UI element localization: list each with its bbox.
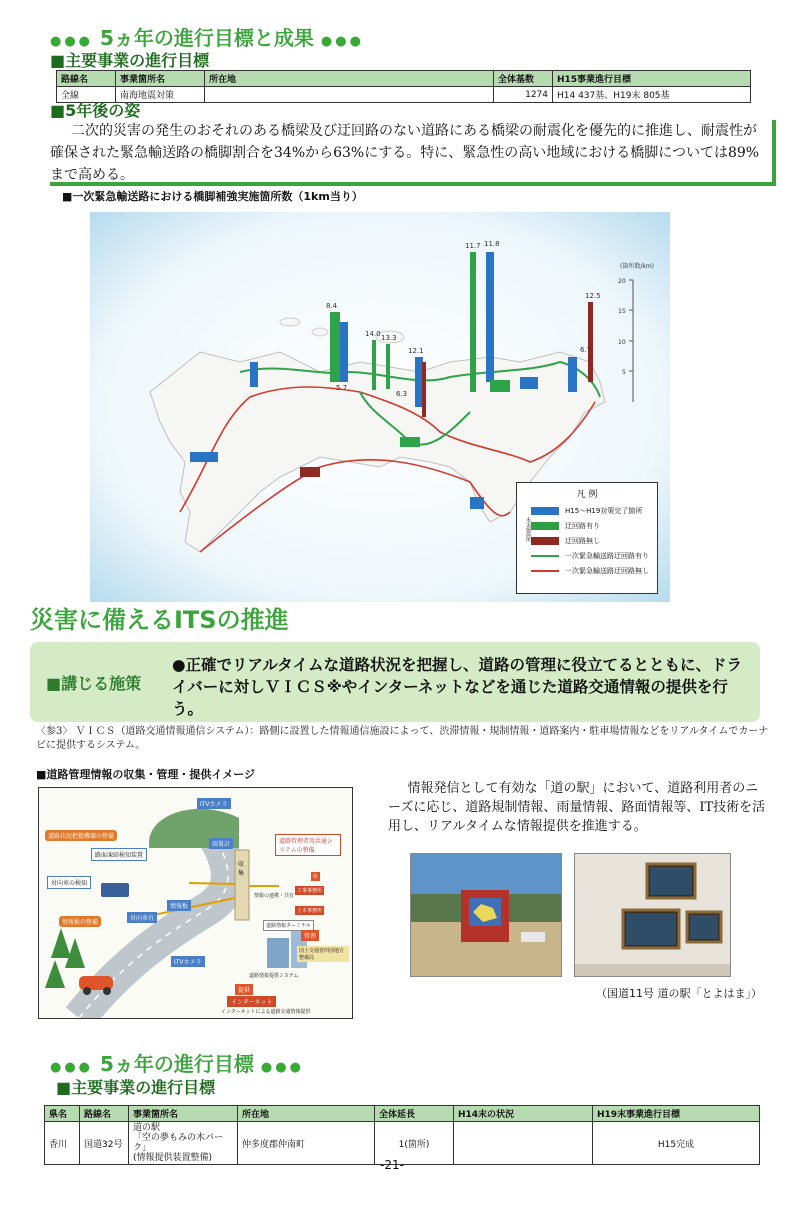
legend-item xyxy=(531,518,653,533)
col-header: H14末の状況 xyxy=(454,1106,593,1122)
truck xyxy=(101,883,129,897)
measure-text: ●正確でリアルタイムな道路状況を把握し、道路の管理に役立てるとともに、ドライバーに対しＶＩＣＳ※やインターネットなどを通じた道路交通情報の提供を行う。 xyxy=(172,656,742,718)
legend-title: 凡 例 xyxy=(576,490,598,500)
bar xyxy=(568,357,577,392)
cell xyxy=(205,87,494,103)
island-small xyxy=(280,318,300,326)
legend-label: 一次緊急輸送路迂回路有り xyxy=(565,551,649,560)
diagram-label: 路面凍結検知装置 xyxy=(91,848,147,861)
legend-label: H15～H19対策完了箇所 xyxy=(565,506,643,515)
scale-tick: 10 xyxy=(618,339,626,346)
legend-swatch xyxy=(531,522,559,530)
bar xyxy=(470,252,476,392)
diagram-label: 収集 xyxy=(238,861,245,877)
bar xyxy=(490,380,510,392)
col-header: H19末事業進行目標 xyxy=(593,1106,760,1122)
photo-caption: （国道11号 道の駅「とよはま」） xyxy=(596,987,762,1000)
section3-title-row xyxy=(50,1048,304,1077)
legend-label: 一次緊急輸送路迂回路無し xyxy=(565,566,649,575)
diagram-label: 情報板の整備 xyxy=(59,916,101,927)
section1-title-row xyxy=(50,22,364,51)
cell xyxy=(454,1122,593,1165)
legend-swatch xyxy=(531,555,559,557)
col-header: 路線名 xyxy=(80,1106,129,1122)
bar xyxy=(486,252,494,382)
bar-label: 12.5 xyxy=(585,292,601,300)
diagram-label: 情報の連携・共有 xyxy=(254,893,295,899)
diagram-label: 国土交通省四国地方整備局 xyxy=(297,946,349,962)
table-row xyxy=(57,87,751,103)
diagram-label: 対向車有 xyxy=(127,912,157,923)
section1-table xyxy=(56,70,751,103)
cell: 全線 xyxy=(57,87,116,103)
photo-panels-svg xyxy=(575,854,730,976)
map-title: ■一次緊急輸送路における橋脚補強実施箇所数（1km当り） xyxy=(62,190,363,203)
its-title: 災害に備えるITSの推進 xyxy=(30,606,289,634)
bar-label: 6.7 xyxy=(580,346,592,354)
legend-swatch xyxy=(531,570,559,572)
diagram-label: 道路状況把握機器の整備 xyxy=(45,830,117,841)
cell: 1(箇所) xyxy=(375,1122,454,1165)
bar xyxy=(520,377,538,389)
dots-right: ●●● xyxy=(320,34,364,49)
section3-table xyxy=(44,1105,760,1165)
cell: H15完成 xyxy=(593,1122,760,1165)
diagram-label: 工事事務所 xyxy=(297,888,323,894)
bar-label: 14.0 xyxy=(365,330,381,338)
bar xyxy=(422,362,426,417)
diagram-label: ITVカメラ xyxy=(171,956,205,967)
cell: 香川 xyxy=(45,1122,80,1165)
photo-michinoeki-sign xyxy=(410,853,562,977)
diagram-label: 情報板 xyxy=(167,900,191,911)
col-header: 所在地 xyxy=(205,71,494,87)
diagram-label: 道路管理者用共通システムの整備 xyxy=(275,834,341,856)
bar xyxy=(250,362,258,387)
measure-label: ■講じる施策 xyxy=(46,674,142,693)
bar-label: 6.3 xyxy=(396,390,408,398)
legend-item xyxy=(531,563,653,578)
section1-title: 5ヵ年の進行目標と成果 xyxy=(100,26,314,50)
dots-right: ●●● xyxy=(260,1060,304,1075)
diagram-label: インターネット xyxy=(227,996,276,1007)
bar xyxy=(470,497,484,509)
bar xyxy=(340,322,348,382)
photo-sign-svg xyxy=(411,854,561,976)
diagram-label: 道路情報ターミナル xyxy=(263,920,314,931)
col-header: 所在地 xyxy=(238,1106,375,1122)
legend-swatch xyxy=(531,537,559,545)
dots-left: ●●● xyxy=(50,1060,94,1075)
scale-tick: 15 xyxy=(618,308,626,315)
diagram-label: 県 xyxy=(313,874,319,880)
bar xyxy=(386,344,390,389)
bar xyxy=(588,302,593,382)
bar-label: 11.7 xyxy=(465,242,481,250)
cell: 1274 xyxy=(494,87,553,103)
vics-note: 〈参3〉 ＶＩＣＳ（道路交通情報通信システム）：路側に設置した情報通信施設によって、渋滞情報・規制情報・道路案内・駐車場情報などをリアルタイムでカーナビに提供するシステム。 xyxy=(36,726,769,751)
bar xyxy=(415,357,423,407)
after-text: 二次的災害の発生のおそれのある橋梁及び迂回路のない道路にある橋梁の耐震化を優先的に推進し、耐震性が確保された緊急輸送路の橋脚割合を34%から63%にする。特に、緊急性の高い地域における橋脚については89%まで高める。 xyxy=(50,123,760,183)
cell: 仲多度郡仲南町 xyxy=(238,1122,375,1165)
bar-label: 5.7 xyxy=(336,384,348,392)
col-header: 事業箇所名 xyxy=(129,1106,238,1122)
section3-title: 5ヵ年の進行目標 xyxy=(100,1052,254,1076)
legend-item xyxy=(531,533,653,548)
cell: H14 437基、H19末 805基 xyxy=(553,87,751,103)
info-text xyxy=(388,779,768,836)
col-header: 県名 xyxy=(45,1106,80,1122)
its-diagram xyxy=(38,787,353,1019)
section1-targets-heading: ■主要事業の進行目標 xyxy=(50,51,210,70)
map-legend xyxy=(516,482,658,594)
diagram-label: 雨量計 xyxy=(209,838,233,849)
cell: 国道32号 xyxy=(80,1122,129,1165)
page-number: -21- xyxy=(380,1158,404,1172)
dots-left: ●●● xyxy=(50,34,94,49)
bar xyxy=(400,437,420,447)
after-text-box xyxy=(50,120,776,186)
bar-label: 11.8 xyxy=(484,240,500,248)
scale-tick: 20 xyxy=(618,278,626,285)
diagram-label: 管理 xyxy=(301,930,319,941)
diagram-label: インターネットによる道路交通情報提供 xyxy=(221,1009,311,1015)
diagram-label: 土木事務所 xyxy=(297,908,323,914)
diagram-label: 道路情報提供システム xyxy=(249,973,299,979)
legend-label: 迂回路有り xyxy=(565,521,600,530)
diagram-title: ■道路管理情報の収集・管理・提供イメージ xyxy=(36,768,256,781)
photo-info-panels xyxy=(574,853,731,977)
table-header-row xyxy=(57,71,751,87)
scale-tick: 5 xyxy=(622,369,626,376)
col-header: 路線名 xyxy=(57,71,116,87)
bar xyxy=(372,340,376,390)
col-header: 全体基数 xyxy=(494,71,553,87)
legend-side-label: 未実施箇所 xyxy=(525,517,531,542)
bar-label: 8.4 xyxy=(326,302,338,310)
bar xyxy=(300,467,320,477)
legend-item xyxy=(531,503,653,518)
bar xyxy=(330,312,340,382)
island-small xyxy=(312,328,328,336)
bar-label: 12.1 xyxy=(408,347,424,355)
bridge-map xyxy=(90,212,670,602)
diagram-label: 提供 xyxy=(235,984,253,995)
section3-targets-heading: ■主要事業の進行目標 xyxy=(56,1078,216,1097)
cell: 南海地震対策 xyxy=(116,87,205,103)
info-text-body: 情報発信として有効な「道の駅」において、道路利用者のニーズに応じ、道路規制情報、雨量情報、路面情報等、IT技術を活用し、リアルタイムな情報提供を推進する。 xyxy=(388,781,766,834)
col-header: H15事業進行目標 xyxy=(553,71,751,87)
diagram-svg xyxy=(39,788,352,1018)
bar-label: 13.3 xyxy=(381,334,397,342)
diagram-label: ITVカメラ xyxy=(197,798,231,809)
legend-item xyxy=(531,548,653,563)
col-header: 事業箇所名 xyxy=(116,71,205,87)
scale-unit: (箇所数/km) xyxy=(620,263,655,270)
col-header: 全体延長 xyxy=(375,1106,454,1122)
cell: 道の駅 「空の夢もみの木パーク」 (情報提供装置整備) xyxy=(129,1122,238,1165)
after-heading: ■5年後の姿 xyxy=(50,101,141,120)
table-header-row xyxy=(45,1106,760,1122)
diagram-label: 対向車の検知 xyxy=(47,876,91,889)
bar xyxy=(190,452,218,462)
legend-label: 迂回路無し xyxy=(565,536,600,545)
legend-swatch xyxy=(531,507,559,515)
